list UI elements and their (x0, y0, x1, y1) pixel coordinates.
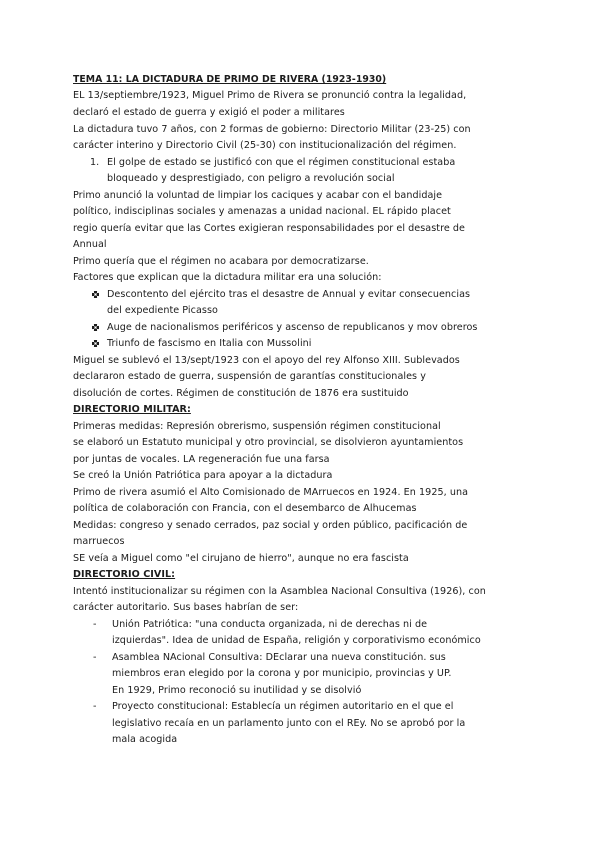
civil-item-line: Asamblea NAcional Consultiva: DEclarar una nueva constitución. sus (112, 652, 446, 663)
civil-item-line: mala acogida (112, 734, 178, 745)
civil-item-line: legislativo recaía en un parlamento junto con el REy. No se aprobó por la (112, 718, 466, 729)
numbered-item-line: bloqueado y desprestigiado, con peligro a revolución social (107, 173, 395, 184)
paragraph-line: Primo anunció la voluntad de limpiar los caciques y acabar con el bandidaje (73, 190, 443, 201)
military-line: SE veía a Miguel como "el cirujano de hierro", aunque no era fascista (73, 553, 409, 564)
dash-marker: - (93, 652, 97, 663)
intro-line: declaró el estado de guerra y exigió el poder a militares (73, 107, 345, 118)
paragraph-line: Primo quería que el régimen no acabara por democratizarse. (73, 256, 369, 267)
paragraph-line: político, indisciplinas sociales y amenazas a unidad nacional. EL rápido placet (73, 206, 451, 217)
intro-line: La dictadura tuvo 7 años, con 2 formas de gobierno: Directorio Militar (23-25) con (73, 124, 471, 135)
civil-intro-line: carácter autoritario. Sus bases habrían de ser: (73, 602, 299, 613)
list-number: 1. (90, 157, 100, 168)
section-heading-civil: DIRECTORIO CIVIL: (73, 569, 176, 580)
bullet-diamond-icon (92, 291, 99, 298)
civil-item-line: izquierdas". Idea de unidad de España, religión y corporativismo económico (112, 635, 481, 646)
paragraph-line: regio quería evitar que las Cortes exigieran responsabilidades por el desastre de (73, 223, 466, 234)
civil-item-line: miembros eran elegido por la corona y por municipio, provincias y UP. (112, 668, 452, 679)
dash-marker: - (93, 701, 97, 712)
paragraph-line: Miguel se sublevó el 13/sept/1923 con el apoyo del rey Alfonso XIII. Sublevados (73, 355, 460, 366)
intro-line: carácter interino y Directorio Civil (25-30) con institucionalización del régimen. (73, 140, 457, 151)
dash-marker: - (93, 619, 97, 630)
military-line: por juntas de vocales. LA regeneración fue una farsa (73, 454, 330, 465)
document-title: TEMA 11: LA DICTADURA DE PRIMO DE RIVERA (1923-1930) (73, 74, 387, 85)
factor-line: Auge de nacionalismos periféricos y ascenso de republicanos y mov obreros (107, 322, 478, 333)
military-line: Primo de rivera asumió el Alto Comisionado de MArruecos en 1924. En 1925, una (73, 487, 469, 498)
intro-line: EL 13/septiembre/1923, Miguel Primo de Rivera se pronunció contra la legalidad, (73, 90, 467, 101)
military-line: se elaboró un Estatuto municipal y otro provincial, se disolvieron ayuntamientos (73, 437, 464, 448)
factor-line: Triunfo de fascismo en Italia con Mussolini (107, 338, 312, 349)
civil-item-line: Unión Patriótica: "una conducta organizada, ni de derechas ni de (112, 619, 428, 630)
paragraph-line: disolución de cortes. Régimen de constitución de 1876 era sustituido (73, 388, 409, 399)
bullet-diamond-icon (92, 340, 99, 347)
military-line: Se creó la Unión Patriótica para apoyar a la dictadura (73, 470, 333, 481)
paragraph-line: declararon estado de guerra, suspensión de garantías constitucionales y (73, 371, 426, 382)
military-line: marruecos (73, 536, 125, 547)
section-heading-military: DIRECTORIO MILITAR: (73, 404, 191, 415)
military-line: Medidas: congreso y senado cerrados, paz social y orden público, pacificación de (73, 520, 468, 531)
numbered-item-line: El golpe de estado se justificó con que el régimen constitucional estaba (107, 157, 456, 168)
civil-item-line: Proyecto constitucional: Establecía un régimen autoritario en el que el (112, 701, 454, 712)
bullet-diamond-icon (92, 324, 99, 331)
military-line: política de colaboración con Francia, con el desembarco de Alhucemas (73, 503, 417, 514)
paragraph-line: Factores que explican que la dictadura militar era una solución: (73, 272, 382, 283)
civil-item-line: En 1929, Primo reconoció su inutilidad y se disolvió (112, 685, 362, 696)
factor-line: Descontento del ejército tras el desastre de Annual y evitar consecuencias (107, 289, 471, 300)
paragraph-line: Annual (73, 239, 107, 250)
military-line: Primeras medidas: Represión obrerismo, suspensión régimen constitucional (73, 421, 441, 432)
factor-line: del expediente Picasso (107, 305, 218, 316)
civil-intro-line: Intentó institucionalizar su régimen con la Asamblea Nacional Consultiva (1926), con (73, 586, 486, 597)
